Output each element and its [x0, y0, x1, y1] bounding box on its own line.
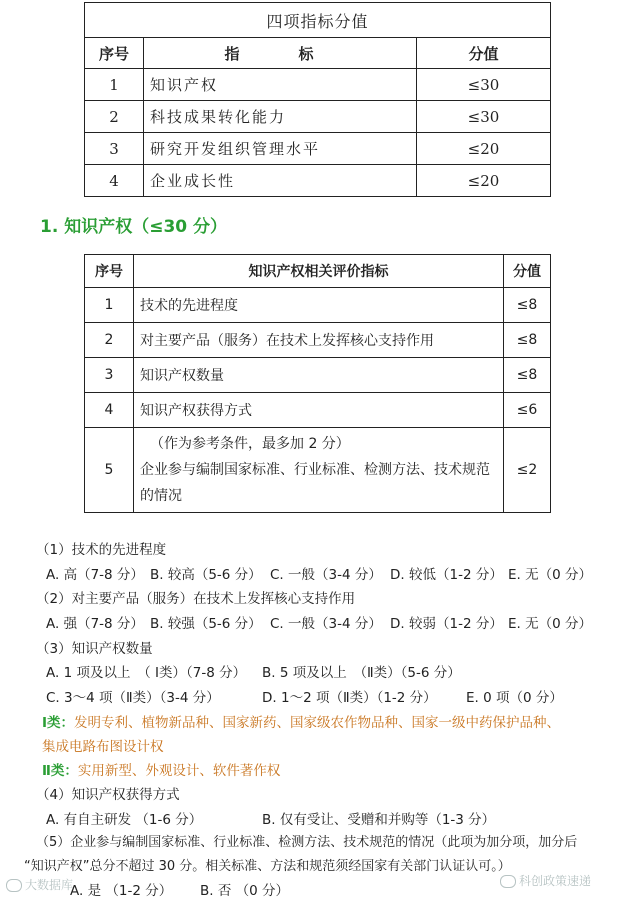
cell: 5	[85, 428, 134, 513]
option-text: C. 一般（3-4 分）	[270, 567, 382, 583]
cell: 4	[85, 393, 134, 428]
class-label: Ⅱ类：	[42, 763, 78, 779]
header-cell: 序号	[85, 255, 134, 288]
cell: 2	[85, 101, 144, 133]
cell: ≤20	[417, 133, 551, 165]
cell-line: 的情况	[140, 488, 182, 504]
score-table	[84, 2, 551, 197]
subsection-title: （2）对主要产品（服务）在技术上发挥核心支持作用	[36, 591, 356, 607]
cell: ≤20	[417, 165, 551, 197]
header-cell: 分值	[417, 38, 551, 69]
table-row	[85, 288, 551, 323]
subsection-title: （3）知识产权数量	[36, 641, 153, 657]
cell-line: （作为参考条件，最多加 2 分）	[150, 436, 350, 452]
header-cell: 知识产权相关评价指标	[134, 255, 504, 288]
subsection-title: （4）知识产权获得方式	[36, 787, 180, 803]
option-text: A. 强（7-8 分）	[46, 616, 144, 632]
option-text: B. 较强（5-6 分）	[150, 616, 262, 632]
table-row	[85, 323, 551, 358]
paragraph-line: “知识产权”总分不超过 30 分。相关标准、方法和规范须经国家有关部门认证认可。）	[24, 859, 511, 874]
option-text: C. 3～4 项（Ⅱ类）（3-4 分）	[46, 690, 220, 706]
option-text: E. 无（0 分）	[508, 567, 592, 583]
cell: 技术的先进程度	[134, 288, 504, 323]
cell: ≤8	[504, 288, 551, 323]
watermark-left: 大数据库	[6, 876, 73, 893]
cell: 知识产权	[144, 69, 417, 101]
class-text: 实用新型、外观设计、软件著作权	[77, 763, 281, 779]
cell: 4	[85, 165, 144, 197]
table-row	[85, 165, 551, 197]
cell: ≤30	[417, 69, 551, 101]
option-text: A. 1 项及以上 （ Ⅰ类）（7-8 分）	[46, 665, 247, 681]
class-text: 集成电路布图设计权	[42, 739, 164, 755]
option-text: A. 有自主研发 （1-6 分）	[46, 812, 203, 828]
weibo-icon	[6, 879, 22, 892]
section-heading: 1. 知识产权（≤30 分）	[40, 217, 228, 237]
option-text: A. 是 （1-2 分）	[70, 883, 173, 899]
option-text: B. 仅有受让、受赠和并购等（1-3 分）	[262, 812, 496, 828]
option-text: B. 较高（5-6 分）	[150, 567, 262, 583]
cell: 1	[85, 288, 134, 323]
class-note-1	[42, 711, 560, 731]
ip-indicator-table	[84, 254, 551, 513]
cell: 知识产权数量	[134, 358, 504, 393]
option-text: B. 否 （0 分）	[200, 883, 290, 899]
table-row	[85, 69, 551, 101]
cell: 知识产权获得方式	[134, 393, 504, 428]
header-cell: 分值	[504, 255, 551, 288]
cell: ≤2	[504, 428, 551, 513]
cell: 2	[85, 323, 134, 358]
cell-line: 企业参与编制国家标准、行业标准、检测方法、技术规范	[140, 462, 490, 478]
wechat-icon	[500, 875, 516, 888]
option-text: E. 0 项（0 分）	[466, 690, 563, 706]
cell: 1	[85, 69, 144, 101]
subsection-title: （5）企业参与编制国家标准、行业标准、检测方法、技术规范的情况（此项为加分项，加分后	[36, 835, 578, 850]
table-row	[85, 101, 551, 133]
cell: 3	[85, 133, 144, 165]
option-text: E. 无（0 分）	[508, 616, 592, 632]
table-caption: 四项指标分值	[85, 3, 551, 38]
cell: ≤8	[504, 323, 551, 358]
class-note-2	[42, 759, 280, 779]
table-row	[85, 428, 551, 513]
option-text: B. 5 项及以上 （Ⅱ类）（5-6 分）	[262, 665, 461, 681]
option-text: C. 一般（3-4 分）	[270, 616, 382, 632]
option-text: D. 1～2 项（Ⅱ类）（1-2 分）	[262, 690, 437, 706]
class-text: 发明专利、植物新品种、国家新药、国家级农作物品种、国家一级中药保护品种、	[74, 715, 561, 731]
table-row	[85, 133, 551, 165]
cell: 对主要产品（服务）在技术上发挥核心支持作用	[134, 323, 504, 358]
cell: ≤6	[504, 393, 551, 428]
cell: 研究开发组织管理水平	[144, 133, 417, 165]
header-cell: 序号	[85, 38, 144, 69]
table-row	[85, 358, 551, 393]
cell: ≤30	[417, 101, 551, 133]
cell: 3	[85, 358, 134, 393]
header-cell: 指 标	[144, 38, 417, 69]
cell: 企业成长性	[144, 165, 417, 197]
option-text: D. 较低（1-2 分）	[390, 567, 503, 583]
cell: ≤8	[504, 358, 551, 393]
table-row	[85, 393, 551, 428]
subsection-title: （1）技术的先进程度	[36, 542, 167, 558]
class-label: Ⅰ类：	[42, 715, 75, 731]
cell	[134, 428, 504, 513]
option-text: D. 较弱（1-2 分）	[390, 616, 503, 632]
cell: 科技成果转化能力	[144, 101, 417, 133]
watermark-right: 科创政策速递	[500, 872, 591, 889]
option-text: A. 高（7-8 分）	[46, 567, 144, 583]
